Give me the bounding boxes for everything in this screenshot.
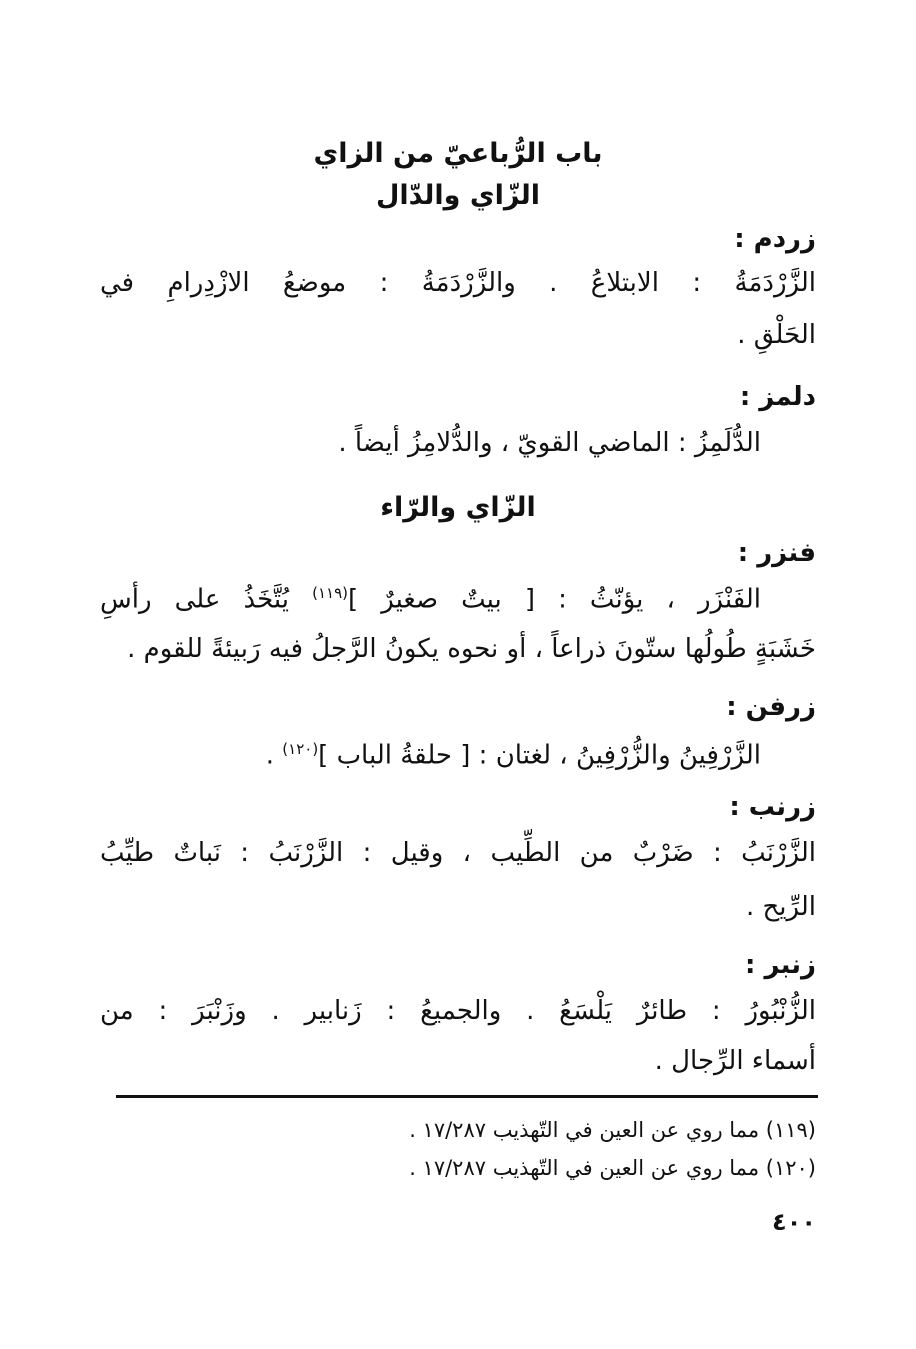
fnzr-text-b: يُتَّخَذُ على رأسِ: [100, 584, 290, 615]
entry-text-zrnb-line1: الزَّرْنَبُ : ضَرْبٌ من الطِّيب ، وقيل : الزَّرْنَبُ : نَباتٌ طيِّبُ: [100, 838, 816, 868]
entry-head-dlmz: دلمز :: [739, 382, 816, 412]
zrfn-text-a: الزَّرْفِينُ والزُّرْفِينُ ، لغتان : [ حلقةُ الباب ]: [318, 740, 761, 771]
section-title-zay-dal: الزّاي والدّال: [375, 180, 541, 211]
entry-head-zrdm: زردم :: [734, 224, 816, 254]
entry-text-zrdm-line1: الزَّرْدَمَةُ : الابتلاعُ . والزَّرْدَمَةُ : موضعُ الازْدِرامِ في: [100, 268, 816, 298]
entry-text-znbr-line1: الزُّنْبُورُ : طائرٌ يَلْسَعُ . والجميعُ : زَنابير . وزَنْبَرَ : من: [100, 996, 816, 1026]
zrfn-text-b: .: [265, 740, 275, 771]
entry-head-zrfn: زرفن :: [726, 692, 816, 722]
entry-text-fnzr-line1: [100, 584, 761, 615]
entry-head-znbr: زنبر :: [745, 950, 816, 980]
entry-text-zrfn-line1: [100, 740, 761, 771]
entry-head-fnzr: فنزر :: [737, 538, 816, 568]
footnote-separator: [116, 1095, 818, 1098]
entry-text-zrdm-line2: الحَلْقِ .: [737, 320, 816, 350]
entry-text-dlmz-line1: الدُّلَمِزُ : الماضي القويّ ، والدُّلامِزُ أيضاً .: [338, 428, 761, 458]
footnote-ref-119[interactable]: (١١٩): [312, 584, 348, 602]
footnote-120: (١٢٠) مما روي عن العين في التّهذيب ١٧/٢٨٧ .: [409, 1156, 816, 1180]
entry-head-zrnb: زرنب :: [729, 792, 816, 822]
chapter-title: باب الرُّباعيّ من الزاي: [313, 138, 603, 169]
entry-text-fnzr-line2: خَشَبَةٍ طُولُها ستّونَ ذراعاً ، أو نحوه يكونُ الرَّجلُ فيه رَبيئةً للقوم .: [127, 634, 816, 664]
section-title-zay-ra: الزّاي والرّاء: [380, 492, 536, 523]
footnote-119: (١١٩) مما روي عن العين في التّهذيب ١٧/٢٨٧ .: [409, 1118, 816, 1142]
page-number: ٤٠٠: [772, 1208, 816, 1236]
entry-text-znbr-line2: أسماء الرِّجال .: [654, 1046, 816, 1076]
footnote-ref-120[interactable]: (١٢٠): [282, 740, 319, 758]
entry-text-zrnb-line2: الرِّيح .: [745, 892, 816, 922]
fnzr-text-a: الفَنْزَر ، يؤنّثُ : [ بيتٌ صغيرٌ ]: [348, 584, 761, 615]
